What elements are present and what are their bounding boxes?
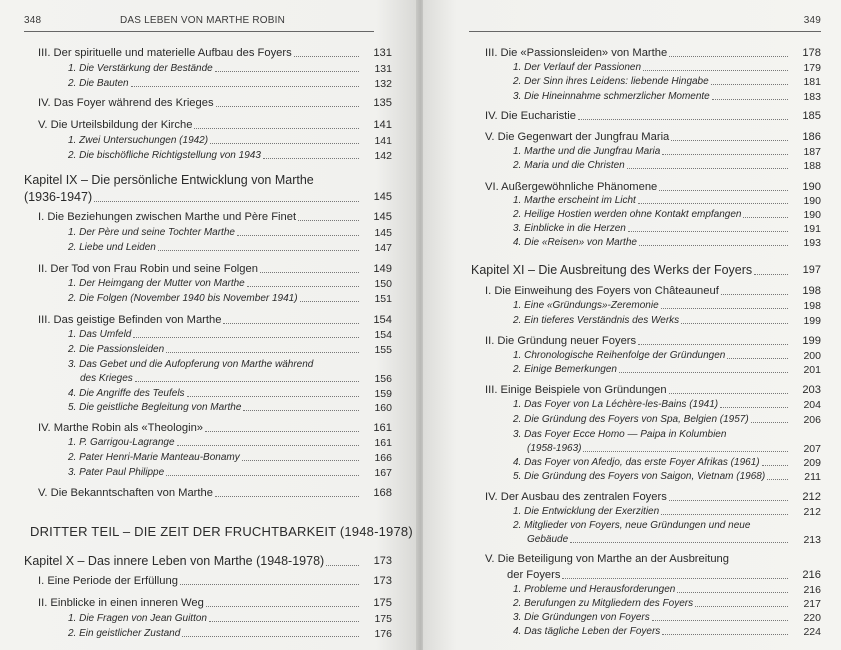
toc-subentry bbox=[68, 329, 392, 341]
dot-leader bbox=[260, 272, 359, 273]
dot-leader bbox=[326, 565, 359, 566]
toc-page-number: 151 bbox=[374, 293, 392, 305]
toc-entry-text: DRITTER TEIL – DIE ZEIT DER FRUCHTBARKEIT (1948-1978) bbox=[30, 524, 413, 539]
toc-section bbox=[507, 569, 821, 582]
toc-section bbox=[38, 487, 392, 500]
toc-page-number: 154 bbox=[373, 314, 392, 326]
toc-subentry bbox=[527, 534, 821, 546]
dot-leader bbox=[711, 84, 788, 85]
left-page bbox=[0, 0, 418, 650]
toc-entry-text: V. Die Gegenwart der Jungfrau Maria bbox=[485, 131, 670, 143]
toc-entry-text: 2. Einige Bemerkungen bbox=[513, 364, 617, 375]
toc-entry-text: 1. Marthe erscheint im Licht bbox=[513, 195, 636, 206]
toc-page-number: 201 bbox=[803, 364, 821, 376]
toc-page-number: 188 bbox=[803, 160, 821, 172]
page-number: 348 bbox=[24, 15, 42, 26]
toc-page-number: 159 bbox=[374, 388, 392, 400]
toc-entry-text: I. Die Einweihung des Foyers von Châteauneuf bbox=[485, 285, 719, 297]
toc-entry-text: 2. Die bischöfliche Richtigstellung von 1943 bbox=[68, 150, 261, 161]
toc-page-number: 150 bbox=[374, 278, 392, 290]
toc-entry-text: 3. Einblicke in die Herzen bbox=[513, 223, 626, 234]
toc-page-number: 155 bbox=[374, 344, 392, 356]
toc-page-number: 217 bbox=[803, 598, 821, 610]
toc-subentry bbox=[513, 626, 821, 638]
toc-page-number: 173 bbox=[373, 555, 392, 567]
toc-page-number: 190 bbox=[803, 195, 821, 207]
toc-subentry bbox=[513, 62, 821, 74]
dot-leader bbox=[669, 500, 788, 501]
running-head: DAS LEBEN VON MARTHE ROBIN bbox=[120, 15, 286, 26]
toc-subentry bbox=[513, 350, 821, 362]
toc-section bbox=[38, 314, 392, 327]
toc-entry-text: 2. Berufungen zu Mitgliedern des Foyers bbox=[513, 598, 694, 609]
toc-entry-text: 1. Eine «Gründungs»-Zeremonie bbox=[513, 300, 659, 311]
toc-page-number: 186 bbox=[802, 131, 821, 143]
toc-subentry bbox=[527, 443, 821, 455]
toc-entry-text: des Krieges bbox=[80, 373, 133, 384]
toc-entry-text: IV. Der Ausbau des zentralen Foyers bbox=[485, 491, 667, 503]
dot-leader bbox=[695, 606, 788, 607]
toc-page-number: 141 bbox=[374, 135, 392, 147]
toc-page-number: 198 bbox=[802, 285, 821, 297]
toc-subentry bbox=[513, 209, 821, 221]
toc-entry-text: 2. Liebe und Leiden bbox=[68, 242, 156, 253]
dot-leader bbox=[166, 475, 359, 476]
toc-entry-text: III. Einige Beispiele von Gründungen bbox=[485, 384, 667, 396]
toc-entry-text: 2. Der Sinn ihres Leidens: liebende Hingabe bbox=[513, 76, 709, 87]
toc-page-number: 198 bbox=[803, 300, 821, 312]
page-number: 349 bbox=[803, 15, 821, 26]
toc-entry-text: V. Die Bekanntschaften von Marthe bbox=[38, 487, 213, 499]
toc-section bbox=[485, 384, 821, 397]
toc-page-number: 216 bbox=[803, 584, 821, 596]
toc-page-number: 161 bbox=[373, 422, 392, 434]
dot-leader bbox=[638, 344, 788, 345]
toc-subentry bbox=[68, 278, 392, 290]
toc-entry-text: 2. Die Folgen (November 1940 bis November 1941) bbox=[68, 293, 298, 304]
dot-leader bbox=[652, 620, 788, 621]
toc-section bbox=[485, 181, 821, 194]
dot-leader bbox=[243, 410, 359, 411]
toc-page-number: 212 bbox=[802, 491, 821, 503]
toc-subentry bbox=[513, 146, 821, 158]
dot-leader bbox=[754, 274, 788, 275]
toc-entry-text: 2. Die Gründung des Foyers von Spa, Belgien (1957) bbox=[513, 414, 749, 425]
toc-entry-text: 1. Die Verstärkung der Bestände bbox=[68, 63, 213, 74]
toc-entry-text: 1. Probleme und Herausforderungen bbox=[513, 584, 676, 595]
toc-subentry bbox=[68, 135, 392, 147]
toc-section bbox=[38, 97, 392, 110]
toc-page-number: 200 bbox=[803, 350, 821, 362]
dot-leader bbox=[570, 542, 788, 543]
dot-leader bbox=[751, 422, 788, 423]
dot-leader bbox=[242, 460, 359, 461]
dot-leader bbox=[215, 496, 359, 497]
dot-leader bbox=[743, 217, 788, 218]
dot-leader bbox=[639, 245, 788, 246]
toc-section bbox=[485, 110, 821, 123]
toc-page-number: 197 bbox=[802, 264, 821, 276]
toc-page-number: 199 bbox=[802, 335, 821, 347]
dot-leader bbox=[721, 294, 788, 295]
toc-entry-text: 3. Das Foyer Ecce Homo — Paipa in Kolumbien bbox=[513, 429, 727, 440]
toc-chapter bbox=[24, 190, 392, 205]
dot-leader bbox=[583, 451, 788, 452]
toc-page-number: 212 bbox=[803, 506, 821, 518]
toc-subentry bbox=[68, 150, 392, 162]
dot-leader bbox=[762, 465, 788, 466]
toc-entry-text: 1. Das Umfeld bbox=[68, 329, 132, 340]
toc-subentry bbox=[513, 429, 821, 441]
toc-subentry bbox=[513, 223, 821, 235]
toc-entry-text: V. Die Beteiligung von Marthe an der Ausbreitung bbox=[485, 553, 730, 565]
toc-entry-text: 4. Die Angriffe des Teufels bbox=[68, 388, 185, 399]
toc-entry-text: 3. Die Gründungen von Foyers bbox=[513, 612, 650, 623]
toc-chapter bbox=[24, 173, 392, 188]
toc-page-number: 190 bbox=[802, 181, 821, 193]
toc-page-number: 149 bbox=[373, 263, 392, 275]
dot-leader bbox=[205, 431, 359, 432]
toc-section bbox=[38, 575, 392, 588]
toc-entry-text: II. Der Tod von Frau Robin und seine Folgen bbox=[38, 263, 258, 275]
toc-subentry bbox=[513, 520, 821, 532]
toc-entry-text: 2. Ein tieferes Verständnis des Werks bbox=[513, 315, 680, 326]
dot-leader bbox=[562, 578, 788, 579]
toc-page-number: 190 bbox=[803, 209, 821, 221]
toc-entry-text: 3. Die Hineinnahme schmerzlicher Momente bbox=[513, 91, 710, 102]
dot-leader bbox=[131, 86, 359, 87]
dot-leader bbox=[659, 190, 788, 191]
toc-entry-text: 1. P. Garrigou-Lagrange bbox=[68, 437, 175, 448]
toc-entry-text: 1. Der Heimgang der Mutter von Marthe bbox=[68, 278, 245, 289]
toc-entry-text: IV. Marthe Robin als «Theologin» bbox=[38, 422, 204, 434]
toc-page-number: 161 bbox=[374, 437, 392, 449]
dot-leader bbox=[628, 231, 788, 232]
toc-entry-text: 1. Marthe und die Jungfrau Maria bbox=[513, 146, 661, 157]
dot-leader bbox=[619, 372, 788, 373]
toc-page-number: 145 bbox=[374, 227, 392, 239]
dot-leader bbox=[578, 119, 788, 120]
dot-leader bbox=[133, 337, 359, 338]
toc-page-number: 131 bbox=[373, 47, 392, 59]
toc-page-number: 183 bbox=[803, 91, 821, 103]
dot-leader bbox=[215, 71, 359, 72]
toc-subentry bbox=[80, 373, 392, 385]
dot-leader bbox=[669, 56, 788, 57]
dot-leader bbox=[180, 584, 359, 585]
toc-section bbox=[38, 597, 392, 610]
toc-entry-text: I. Eine Periode der Erfüllung bbox=[38, 575, 178, 587]
toc-page-number: 207 bbox=[803, 443, 821, 455]
toc-entry-text: Kapitel XI – Die Ausbreitung des Werks der Foyers bbox=[471, 263, 753, 277]
dot-leader bbox=[223, 323, 359, 324]
toc-entry-text: Kapitel X – Das innere Leben von Marthe (1948-1978) bbox=[24, 554, 325, 568]
toc-entry-text: 2. Mitglieder von Foyers, neue Gründungen und neue bbox=[513, 520, 751, 531]
toc-page-number: 131 bbox=[374, 63, 392, 75]
toc-entry-text: 3. Pater Paul Philippe bbox=[68, 467, 165, 478]
toc-entry-text: 1. Die Fragen von Jean Guitton bbox=[68, 613, 207, 624]
toc-entry-text: IV. Die Eucharistie bbox=[485, 110, 576, 122]
toc-subentry bbox=[513, 160, 821, 172]
toc-page-number: 191 bbox=[803, 223, 821, 235]
toc-page-number: 224 bbox=[803, 626, 821, 638]
toc-subentry bbox=[68, 388, 392, 400]
toc-subentry bbox=[513, 195, 821, 207]
dot-leader bbox=[166, 352, 359, 353]
toc-entry-text: 2. Heilige Hostien werden ohne Kontakt empfangen bbox=[513, 209, 742, 220]
toc-entry-text: 5. Die Gründung des Foyers von Saigon, Vietnam (1968) bbox=[513, 471, 766, 482]
toc-section bbox=[485, 285, 821, 298]
dot-leader bbox=[627, 168, 788, 169]
toc-subentry bbox=[68, 242, 392, 254]
toc-entry-text: II. Die Gründung neuer Foyers bbox=[485, 335, 637, 347]
dot-leader bbox=[209, 621, 359, 622]
toc-entry-text: Kapitel IX – Die persönliche Entwicklung von Marthe bbox=[24, 173, 314, 187]
toc-subentry bbox=[68, 293, 392, 305]
toc-page-number: 135 bbox=[373, 97, 392, 109]
toc-subentry bbox=[68, 227, 392, 239]
toc-chapter bbox=[471, 263, 821, 278]
dot-leader bbox=[643, 70, 788, 71]
toc-section bbox=[38, 119, 392, 132]
toc-entry-text: 1. Der Verlauf der Passionen bbox=[513, 62, 642, 73]
toc-entry-text: (1936-1947) bbox=[24, 190, 93, 204]
toc-section bbox=[485, 131, 821, 144]
toc-page-number: 213 bbox=[803, 534, 821, 546]
header-rule bbox=[24, 31, 374, 32]
toc-page-number: 206 bbox=[803, 414, 821, 426]
toc-entry-text: Gebäude bbox=[527, 534, 569, 545]
toc-section bbox=[38, 47, 392, 60]
dot-leader bbox=[263, 158, 359, 159]
toc-part-title bbox=[30, 524, 413, 539]
toc-subentry bbox=[513, 471, 821, 483]
toc-entry-text: (1958-1963) bbox=[527, 443, 582, 454]
toc-entry-text: 1. Die Entwicklung der Exerzitien bbox=[513, 506, 660, 517]
toc-section bbox=[38, 263, 392, 276]
toc-section bbox=[485, 553, 821, 566]
toc-entry-text: 1. Chronologische Reihenfolge der Gründungen bbox=[513, 350, 726, 361]
toc-entry-text: 1. Das Foyer von La Léchère-les-Bains (1941) bbox=[513, 399, 719, 410]
toc-entry-text: IV. Das Foyer während des Krieges bbox=[38, 97, 214, 109]
dot-leader bbox=[210, 143, 359, 144]
dot-leader bbox=[661, 308, 788, 309]
toc-entry-text: III. Das geistige Befinden von Marthe bbox=[38, 314, 222, 326]
toc-section bbox=[485, 491, 821, 504]
toc-page-number: 141 bbox=[373, 119, 392, 131]
dot-leader bbox=[177, 445, 359, 446]
toc-subentry bbox=[68, 344, 392, 356]
toc-subentry bbox=[68, 437, 392, 449]
toc-entry-text: 2. Maria und die Christen bbox=[513, 160, 625, 171]
dot-leader bbox=[158, 250, 359, 251]
dot-leader bbox=[720, 407, 788, 408]
toc-page-number: 175 bbox=[373, 597, 392, 609]
toc-page-number: 167 bbox=[374, 467, 392, 479]
dot-leader bbox=[681, 323, 788, 324]
dot-leader bbox=[712, 99, 788, 100]
toc-section bbox=[38, 211, 392, 224]
dot-leader bbox=[194, 128, 359, 129]
toc-entry-text: III. Die «Passionsleiden» von Marthe bbox=[485, 47, 668, 59]
toc-subentry bbox=[513, 315, 821, 327]
toc-subentry bbox=[513, 76, 821, 88]
toc-page-number: 173 bbox=[373, 575, 392, 587]
toc-entry-text: V. Die Urteilsbildung der Kirche bbox=[38, 119, 193, 131]
toc-page-number: 185 bbox=[802, 110, 821, 122]
toc-subentry bbox=[513, 584, 821, 596]
toc-page-number: 160 bbox=[374, 402, 392, 414]
toc-page-number: 147 bbox=[374, 242, 392, 254]
toc-section bbox=[485, 335, 821, 348]
toc-entry-text: 5. Die geistliche Begleitung von Marthe bbox=[68, 402, 242, 413]
dot-leader bbox=[638, 203, 788, 204]
toc-section bbox=[38, 422, 392, 435]
dot-leader bbox=[247, 286, 359, 287]
dot-leader bbox=[767, 479, 788, 480]
toc-entry-text: 4. Die «Reisen» von Marthe bbox=[513, 237, 637, 248]
toc-subentry bbox=[513, 364, 821, 376]
toc-page-number: 145 bbox=[373, 211, 392, 223]
dot-leader bbox=[294, 56, 359, 57]
toc-page-number: 193 bbox=[803, 237, 821, 249]
toc-entry-text: III. Der spirituelle und materielle Aufbau des Foyers bbox=[38, 47, 292, 59]
dot-leader bbox=[135, 381, 359, 382]
toc-subentry bbox=[68, 452, 392, 464]
toc-subentry bbox=[68, 63, 392, 75]
toc-page-number: 176 bbox=[374, 628, 392, 640]
header-rule bbox=[469, 31, 821, 32]
dot-leader bbox=[237, 235, 359, 236]
toc-subentry bbox=[513, 612, 821, 624]
toc-subentry bbox=[513, 237, 821, 249]
dot-leader bbox=[187, 396, 359, 397]
toc-entry-text: 1. Zwei Untersuchungen (1942) bbox=[68, 135, 209, 146]
toc-page-number: 156 bbox=[374, 373, 392, 385]
toc-entry-text: 4. Das tägliche Leben der Foyers bbox=[513, 626, 661, 637]
toc-subentry bbox=[68, 359, 392, 371]
toc-subentry bbox=[513, 457, 821, 469]
toc-subentry bbox=[68, 402, 392, 414]
toc-page-number: 209 bbox=[803, 457, 821, 469]
toc-page-number: 216 bbox=[802, 569, 821, 581]
toc-subentry bbox=[68, 467, 392, 479]
dot-leader bbox=[662, 634, 788, 635]
toc-page-number: 132 bbox=[374, 78, 392, 90]
toc-page-number: 175 bbox=[374, 613, 392, 625]
toc-subentry bbox=[68, 78, 392, 90]
toc-page-number: 204 bbox=[803, 399, 821, 411]
dot-leader bbox=[300, 301, 359, 302]
toc-subentry bbox=[68, 613, 392, 625]
toc-page-number: 168 bbox=[373, 487, 392, 499]
dot-leader bbox=[677, 592, 788, 593]
toc-entry-text: 1. Der Père und seine Tochter Marthe bbox=[68, 227, 235, 238]
toc-page-number: 166 bbox=[374, 452, 392, 464]
toc-entry-text: 2. Pater Henri-Marie Manteau-Bonamy bbox=[68, 452, 240, 463]
toc-entry-text: 3. Das Gebet und die Aufopferung von Marthe während bbox=[68, 359, 314, 370]
toc-entry-text: 2. Ein geistlicher Zustand bbox=[68, 628, 181, 639]
toc-page-number: 220 bbox=[803, 612, 821, 624]
toc-entry-text: VI. Außergewöhnliche Phänomene bbox=[485, 181, 658, 193]
dot-leader bbox=[216, 106, 359, 107]
toc-page-number: 187 bbox=[803, 146, 821, 158]
toc-entry-text: I. Die Beziehungen zwischen Marthe und Père Finet bbox=[38, 211, 297, 223]
toc-entry-text: II. Einblicke in einen inneren Weg bbox=[38, 597, 204, 609]
toc-page-number: 142 bbox=[374, 150, 392, 162]
dot-leader bbox=[669, 393, 788, 394]
dot-leader bbox=[182, 636, 359, 637]
toc-page-number: 181 bbox=[803, 76, 821, 88]
toc-subentry bbox=[513, 91, 821, 103]
toc-entry-text: der Foyers bbox=[507, 569, 561, 581]
dot-leader bbox=[298, 220, 359, 221]
toc-page-number: 203 bbox=[802, 384, 821, 396]
toc-page-number: 178 bbox=[802, 47, 821, 59]
toc-subentry bbox=[513, 399, 821, 411]
dot-leader bbox=[662, 154, 788, 155]
toc-subentry bbox=[68, 628, 392, 640]
toc-subentry bbox=[513, 506, 821, 518]
toc-page-number: 211 bbox=[804, 471, 821, 483]
right-page bbox=[423, 0, 841, 650]
toc-page-number: 154 bbox=[374, 329, 392, 341]
toc-page-number: 145 bbox=[373, 191, 392, 203]
toc-page-number: 199 bbox=[803, 315, 821, 327]
dot-leader bbox=[94, 201, 359, 202]
toc-entry-text: 4. Das Foyer von Afedjo, das erste Foyer Afrikas (1961) bbox=[513, 457, 760, 468]
toc-subentry bbox=[513, 300, 821, 312]
dot-leader bbox=[727, 358, 788, 359]
toc-subentry bbox=[513, 414, 821, 426]
dot-leader bbox=[206, 606, 359, 607]
dot-leader bbox=[671, 140, 788, 141]
toc-subentry bbox=[513, 598, 821, 610]
toc-chapter bbox=[24, 554, 392, 569]
toc-entry-text: 2. Die Bauten bbox=[68, 78, 129, 89]
dot-leader bbox=[661, 514, 788, 515]
toc-entry-text: 2. Die Passionsleiden bbox=[68, 344, 165, 355]
toc-page-number: 179 bbox=[803, 62, 821, 74]
toc-section bbox=[485, 47, 821, 60]
